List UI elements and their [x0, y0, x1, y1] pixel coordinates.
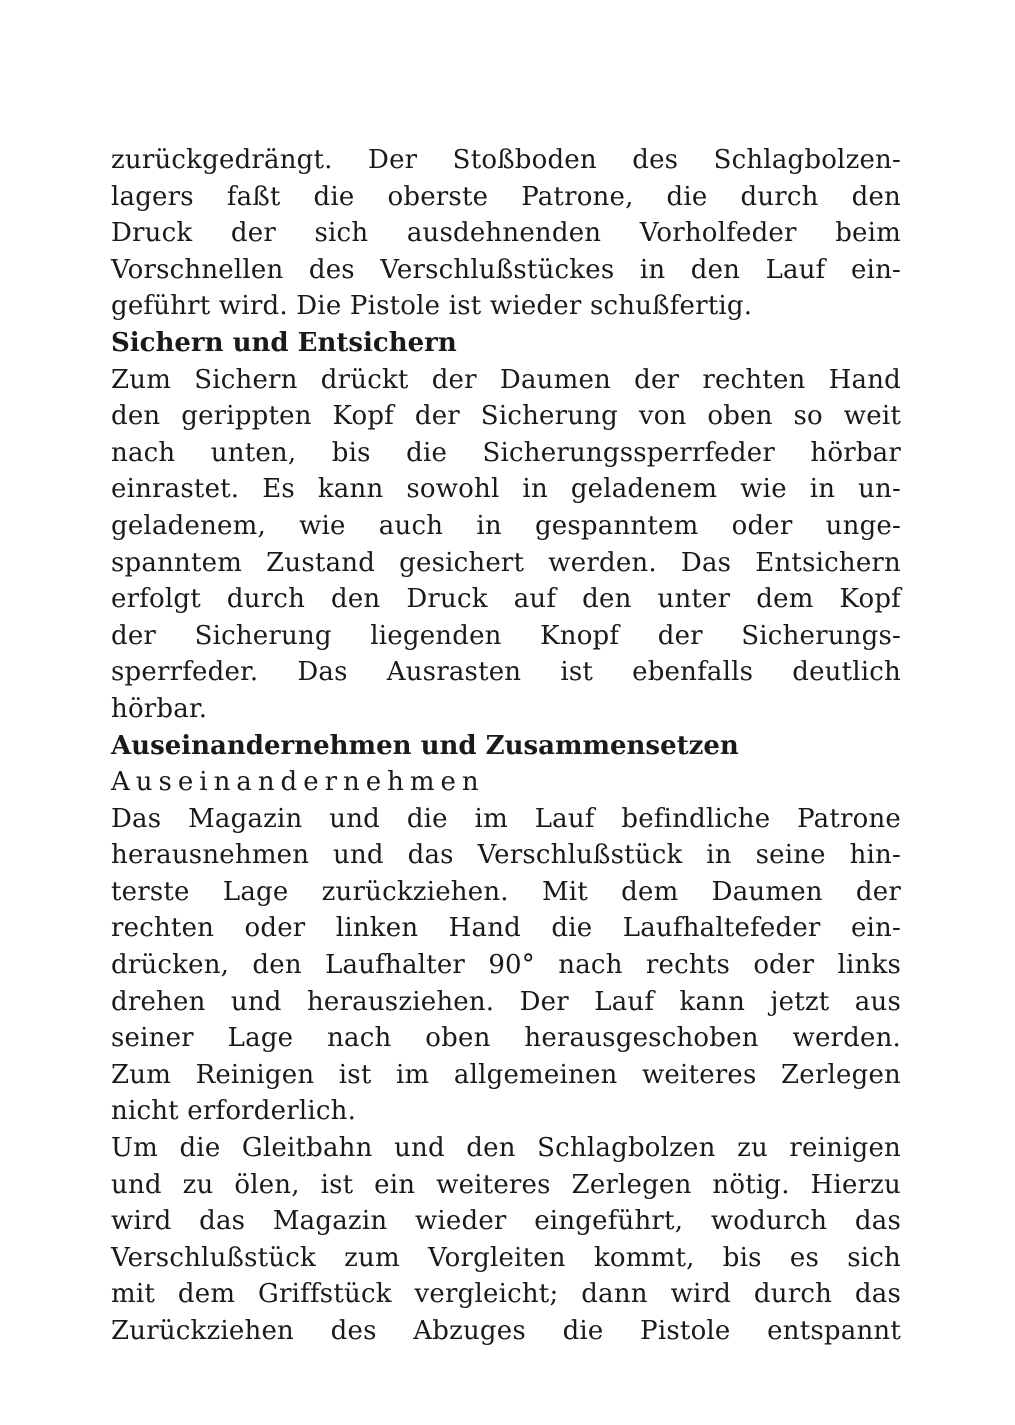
text-line: terste Lage zurückziehen. Mit dem Daumen der: [111, 876, 901, 907]
text-line: rechten oder linken Hand die Laufhaltefeder ein-: [111, 913, 901, 944]
text-line: sperrfeder. Das Ausrasten ist ebenfalls deutlich: [111, 657, 901, 688]
text-line: geladenem, wie auch in gespanntem oder unge-: [111, 510, 901, 541]
text-line: Druck der sich ausdehnenden Vorholfeder beim: [111, 218, 901, 249]
text-line: hörbar.: [111, 693, 208, 724]
text-line: Das Magazin und die im Lauf befindliche Patrone: [111, 803, 901, 834]
text-line: Um die Gleitbahn und den Schlagbolzen zu reinigen: [111, 1133, 901, 1164]
text-line: mit dem Griffstück vergleicht; dann wird durch das: [111, 1279, 901, 1310]
text-line: nicht erforderlich.: [111, 1096, 357, 1127]
text-line: einrastet. Es kann sowohl in geladenem wie in un-: [111, 474, 901, 505]
text-line: Verschlußstück zum Vorgleiten kommt, bis es sich: [111, 1242, 901, 1273]
text-line: den gerippten Kopf der Sicherung von oben so weit: [111, 401, 901, 432]
text-line: drücken, den Laufhalter 90° nach rechts oder links: [111, 950, 901, 981]
text-line: seiner Lage nach oben herausgeschoben werden.: [111, 1023, 901, 1054]
text-line: drehen und herausziehen. Der Lauf kann jetzt aus: [111, 986, 901, 1017]
text-line: Zum Sichern drückt der Daumen der rechten Hand: [111, 364, 901, 395]
text-line: nach unten, bis die Sicherungssperrfeder hörbar: [111, 437, 901, 468]
text-line: spanntem Zustand gesichert werden. Das Entsichern: [111, 547, 901, 578]
subheading-auseinandernehmen: Auseinandernehmen: [111, 767, 485, 798]
text-line: erfolgt durch den Druck auf den unter dem Kopf: [111, 584, 901, 615]
text-line: lagers faßt die oberste Patrone, die durch den: [111, 181, 901, 212]
text-line: geführt wird. Die Pistole ist wieder schußfertig.: [111, 291, 753, 322]
text-line: Zum Reinigen ist im allgemeinen weiteres Zerlegen: [111, 1059, 901, 1090]
document-page: [111, 142, 901, 1350]
text-line: der Sicherung liegenden Knopf der Sicherungs-: [111, 620, 901, 651]
text-line: herausnehmen und das Verschlußstück in seine hin-: [111, 840, 901, 871]
text-line: Vorschnellen des Verschlußstückes in den Lauf ein-: [111, 254, 901, 285]
text-line: und zu ölen, ist ein weiteres Zerlegen nötig. Hierzu: [111, 1169, 901, 1200]
paragraph-sichern: [111, 362, 901, 728]
paragraph-gleitbahn: [111, 1130, 901, 1350]
section-heading-sichern: Sichern und Entsichern: [111, 327, 457, 358]
text-line: wird das Magazin wieder eingeführt, wodurch das: [111, 1206, 901, 1237]
paragraph-auseinandernehmen: [111, 801, 901, 1130]
text-line: zurückgedrängt. Der Stoßboden des Schlagbolzen-: [111, 145, 901, 175]
section-heading-auseinandernehmen: Auseinandernehmen und Zusammensetzen: [111, 730, 739, 761]
text-line: Zurückziehen des Abzuges die Pistole entspannt: [111, 1316, 901, 1346]
paragraph-continuation: [111, 142, 901, 325]
